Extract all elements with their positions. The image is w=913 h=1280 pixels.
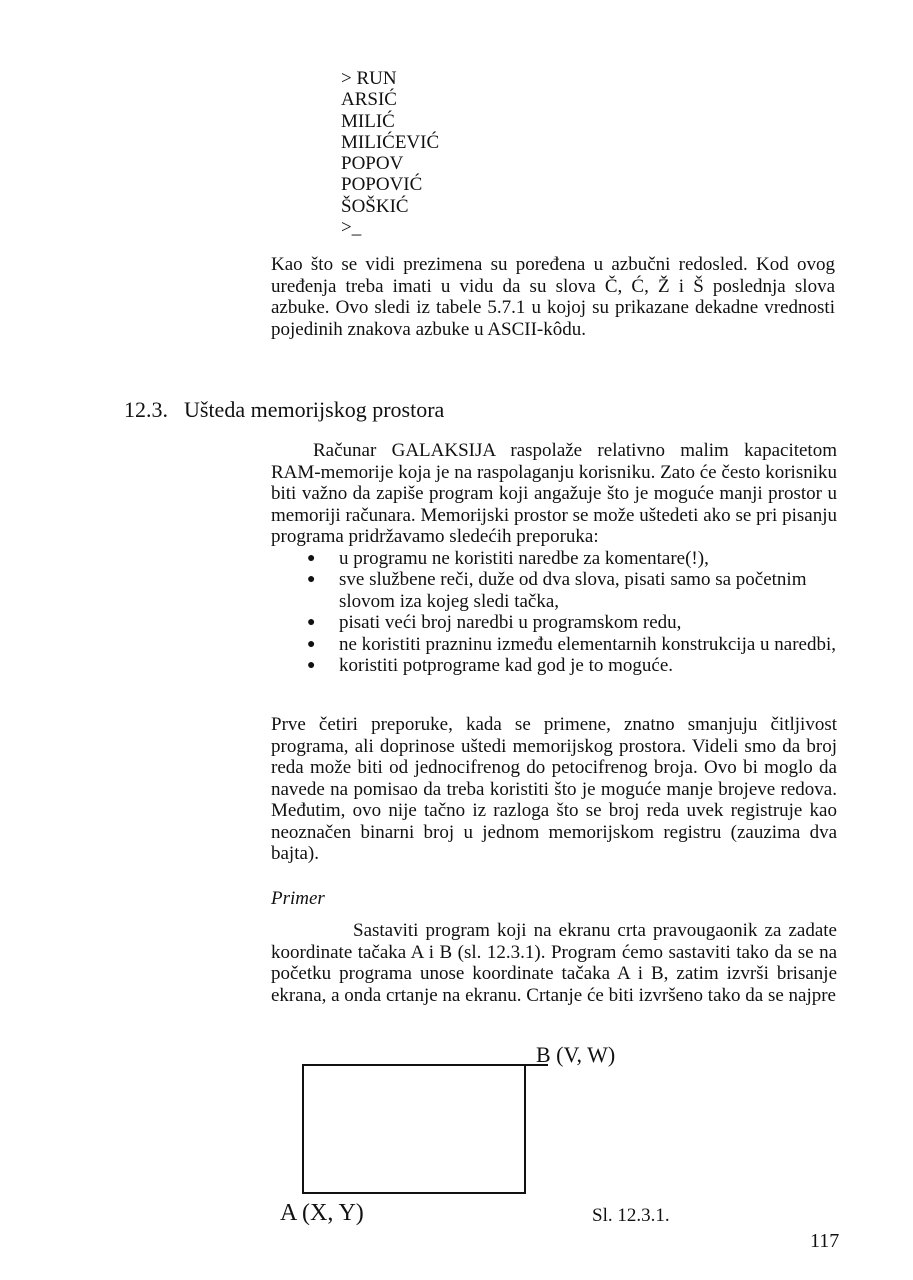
paragraph-text: Prve četiri preporuke, kada se primene, znatno smanjuju čitljivost programa, ali doprinose uštedi memorijskog prostora. Videli smo da broj reda može biti od jednocifrenog do petocifrenog broja. Ovo bi moglo da navede na pomisao da treba koristiti što je moguće manje brojeve redova. Međutim, ovo nije tačno iz razloga što se broj reda uvek registruje kao neoznačen binarni broj u jednom memorijskom registru (zauzima dva bajta). [271,714,837,864]
list-item: ● pisati veći broj naredbi u programskom redu, [305,612,837,634]
program-output [341,68,601,238]
rectangle-shape [302,1064,526,1194]
example-label: Primer [271,888,325,909]
section-heading [124,397,824,423]
list-item: ● u programu ne koristiti naredbe za komentare(!), [305,548,837,570]
code-line: >_ [341,217,362,239]
code-line: > RUN [341,68,397,89]
paragraph-text: Sastaviti program koji na ekranu crta pravougaonik za zadate koordinate tačaka A i B (sl. 12.3.1). Program ćemo sastaviti tako da se na početku programa unose koordinate tačaka A i B, zatim izvrši brisanje ekrana, a onda crtanje na ekranu. Crtanje će biti izvršeno tako da se najpre [271,920,837,1006]
paragraph-example [271,920,837,1006]
list-item: ● koristiti potprograme kad god je to moguće. [305,655,837,677]
page-number: 117 [810,1230,840,1252]
rectangle-figure [280,1040,840,1240]
code-line: ŠOŠKIĆ [341,195,409,217]
section-title: Ušteda memorijskog prostora [184,397,445,422]
code-line: ARSIĆ [341,89,397,111]
point-b-label: B (V, W) [536,1042,616,1067]
list-item: ● sve službene reči, duže od dva slova, pisati samo sa početnim slovom iza kojeg sledi tačka, [305,569,837,612]
point-a-label: A (X, Y) [280,1200,364,1226]
recommendation-list [271,548,837,677]
paragraph-text: Kao što se vidi prezimena su poređena u azbučni redosled. Kod ovog uređenja treba imati u vidu da su slova Č, Ć, Ž i Š poslednja slova azbuke. Ovo sledi iz tabele 5.7.1 u kojoj su prikazane dekadne vrednosti pojedinih znakova azbuke u ASCII-kôdu. [271,254,835,340]
paragraph-memory-intro [271,440,837,677]
code-line: POPOVIĆ [341,174,423,196]
section-number: 12.3. [124,397,168,422]
paragraph-text: Računar GALAKSIJA raspolaže relativno malim kapacitetom RAM-memorije koja je na raspolaganju korisniku. Zato će često korisniku biti važno da zapiše program koji angažuje što je moguće manji prostor u memoriji računara. Memorijski prostor se može uštedeti ako se pri pisanju programa pridržavamo sledećih preporuka: [271,440,837,547]
code-line: MILIĆ [341,110,395,132]
code-line: MILIĆEVIĆ [341,131,440,153]
paragraph-sorting-note [271,254,835,340]
list-item: ● ne koristiti prazninu između elementarnih konstrukcija u naredbi, [305,634,837,656]
paragraph-readability [271,714,837,865]
figure-caption: Sl. 12.3.1. [592,1205,670,1226]
code-line: POPOV [341,153,404,175]
